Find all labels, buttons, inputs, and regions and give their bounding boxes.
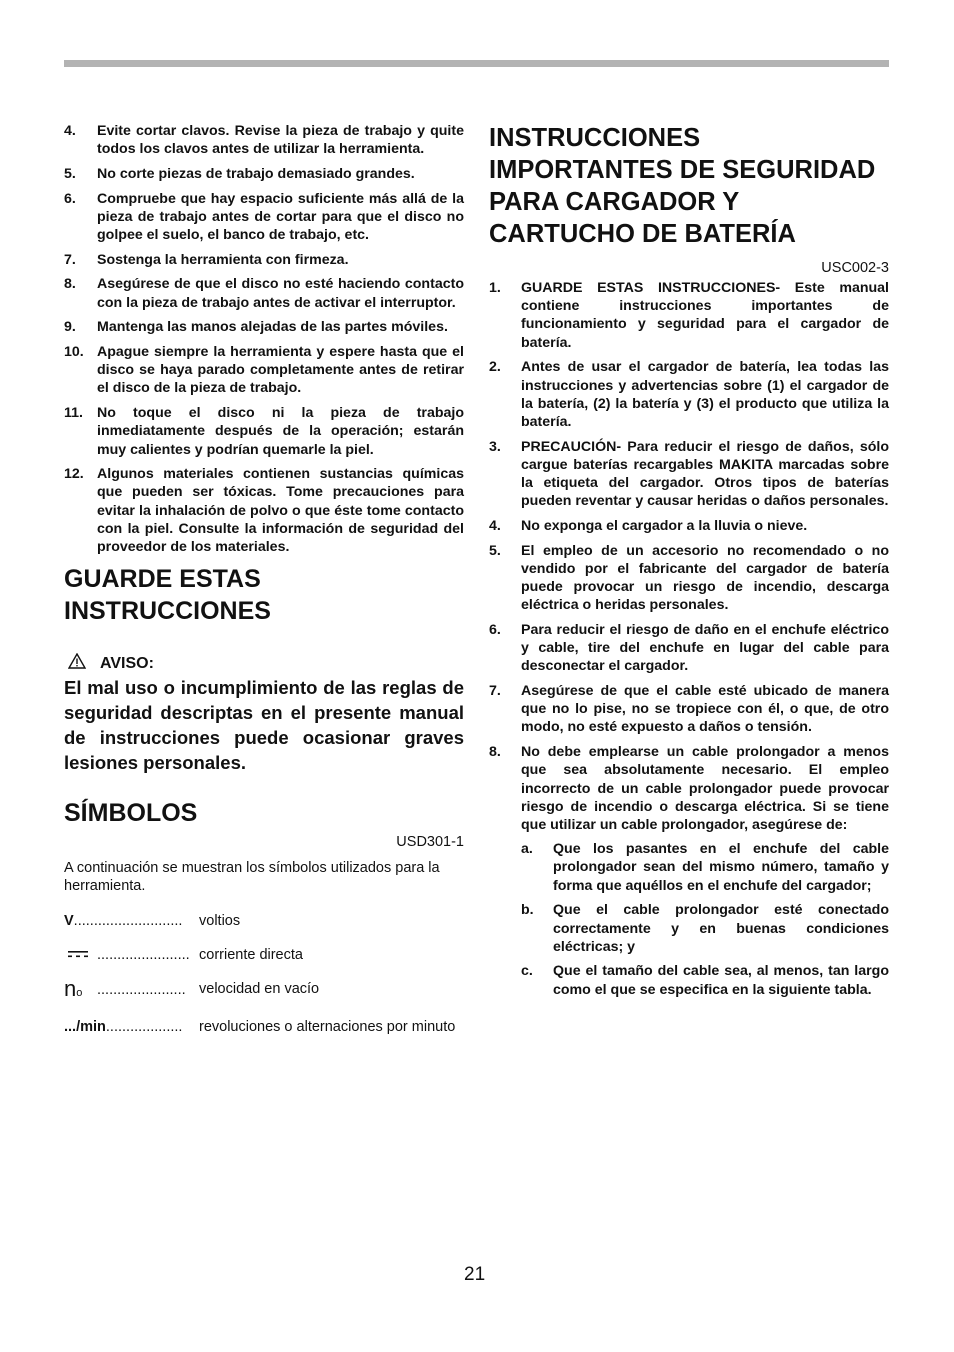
save-instructions-heading: GUARDE ESTAS INSTRUCCIONES bbox=[64, 564, 271, 625]
symbol-row-dc: ....................... corriente directa bbox=[64, 946, 464, 964]
header-rule bbox=[64, 60, 889, 67]
list-item: 8. No debe emplearse un cable prolongador a menos que sea absolutamente necesario. El empleo incorrecto de un cable prolongador puede provocar riesgo de incendio o descarga eléctrica. Si se tiene que utilizar un cable prolongador, asegúrese de: a. Que los pasantes en el enchufe del cable prolongador sean del mismo número, tamaño y forma que aquéllos en el enchufe del cargador; b. Que el cable prolongador esté conectado correctamente y en buenas condiciones eléctricas; y c. Que el tamaño del cable sea, al menos, tan largo como el que se especifica en la siguiente tabla. bbox=[489, 744, 889, 998]
extension-cord-sublist bbox=[521, 840, 889, 999]
charger-safety-heading: INSTRUCCIONES IMPORTANTES DE SEGURIDAD PARA CARGADOR Y CARTUCHO DE BATERÍA bbox=[489, 124, 876, 248]
list-item: 2. Antes de usar el cargador de batería, lea todas las instrucciones y advertencias sobre (1) el cargador de la batería, (2) la batería y (3) el producto que utiliza la batería. bbox=[489, 359, 889, 430]
symbols-heading: SÍMBOLOS bbox=[64, 798, 198, 827]
list-item: 7. Sostenga la herramienta con firmeza. bbox=[64, 251, 349, 268]
list-item: 12. Algunos materiales contienen sustancias químicas que pueden ser tóxicas. Tome precauciones para evitar la inhalación de polvo o que éste tome contacto con la piel. Consulte la información de seguridad del proveedor de los materiales. bbox=[64, 466, 464, 556]
list-item: 10. Apague siempre la herramienta y espere hasta que el disco se haya parado completamente antes de retirar el disco de la pieza de trabajo. bbox=[64, 344, 464, 397]
list-item: b. Que el cable prolongador esté conectado correctamente y en buenas condiciones eléctricas; y bbox=[521, 902, 889, 955]
symbols-code: USD301-1 bbox=[396, 833, 464, 850]
left-column bbox=[64, 122, 464, 1036]
warning-label: AVISO: bbox=[64, 653, 464, 675]
right-column bbox=[489, 122, 889, 1012]
direct-current-icon bbox=[68, 946, 88, 964]
page-number: 21 bbox=[464, 1264, 486, 1285]
list-item: 6. Para reducir el riesgo de daño en el enchufe eléctrico y cable, tire del enchufe en lugar del cable para desconectar el cargador. bbox=[489, 621, 889, 675]
list-item: 8. Asegúrese de que el disco no esté haciendo contacto con la pieza de trabajo antes de activar el interruptor. bbox=[64, 276, 464, 311]
warning-triangle-icon bbox=[68, 653, 86, 675]
charger-code: USC002-3 bbox=[821, 260, 889, 276]
list-item: 5. El empleo de un accesorio no recomendado o no vendido por el fabricante del cargador de batería puede provocar un riesgo de incendio, descarga eléctrica o heridas personales. bbox=[489, 542, 889, 614]
no-load-speed-symbol: no bbox=[64, 979, 83, 1001]
list-item: 4. Evite cortar clavos. Revise la pieza de trabajo y quite todos los clavos antes de utilizar la herramienta. bbox=[64, 123, 464, 158]
list-item: 6. Compruebe que hay espacio suficiente más allá de la pieza de trabajo antes de cortar para que el disco no golpee el suelo, el banco de trabajo, etc. bbox=[64, 190, 464, 244]
list-item: 1. GUARDE ESTAS INSTRUCCIONES- Este manual contiene instrucciones importantes de funcionamiento y seguridad para el cargador de batería. bbox=[489, 280, 889, 351]
list-item: 7. Asegúrese de que el cable esté ubicado de manera que no lo pise, no se tropiece con él, o que, de otro modo, no esté expuesto a daños o tensión. bbox=[489, 683, 889, 736]
list-item: c. Que el tamaño del cable sea, al menos, tan largo como el que se especifica en la siguiente tabla. bbox=[521, 963, 889, 998]
symbol-row-volts: V........................... voltios bbox=[64, 912, 241, 929]
list-item: 11. No toque el disco ni la pieza de trabajo inmediatamente después de la operación; estarán muy calientes y podrían quemarle la piel. bbox=[64, 405, 464, 458]
list-item: 9. Mantenga las manos alejadas de las partes móviles. bbox=[64, 319, 448, 336]
symbols-intro: A continuación se muestran los símbolos utilizados para la herramienta. bbox=[64, 859, 440, 894]
warning-text: El mal uso o incumplimiento de las reglas de seguridad descriptas en el presente manual de instrucciones puede ocasionar graves lesiones personales. bbox=[64, 676, 464, 773]
list-item: 3. PRECAUCIÓN- Para reducir el riesgo de daños, sólo cargue baterías recargables MAKITA marcadas sobre la etiqueta del cargador. Otros tipos de baterías pueden reventar y causar heridas o daños personales. bbox=[489, 438, 889, 510]
safety-list-left bbox=[64, 122, 464, 556]
list-item: 4. No exponga el cargador a la lluvia o nieve. bbox=[489, 517, 808, 534]
symbol-row-no-load-speed: no ...................... velocidad en vacío bbox=[64, 979, 320, 1001]
symbol-row-per-minute: .../min................... revoluciones o alternaciones por minuto bbox=[64, 1018, 456, 1035]
list-item: 5. No corte piezas de trabajo demasiado grandes. bbox=[64, 165, 415, 182]
safety-list-right bbox=[489, 279, 889, 1005]
list-item: a. Que los pasantes en el enchufe del cable prolongador sean del mismo número, tamaño y forma que aquéllos en el enchufe del cargador; bbox=[521, 841, 889, 894]
